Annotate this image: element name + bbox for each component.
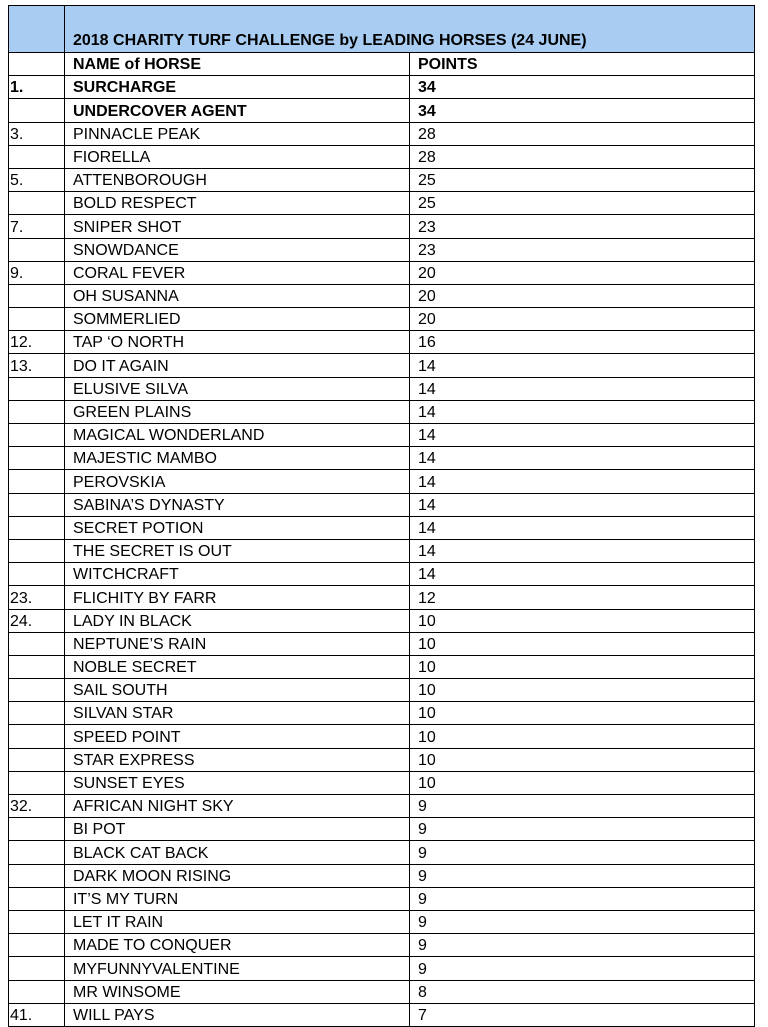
rank-cell [9,934,65,957]
table-row [9,493,755,516]
table-row [9,934,755,957]
rank-cell [9,864,65,887]
points-cell: 7 [409,1003,754,1026]
rank-cell [9,910,65,933]
horse-name-cell: TAP ‘O NORTH [64,331,409,354]
table-row [9,702,755,725]
table-row [9,841,755,864]
horse-name-cell: SNOWDANCE [64,238,409,261]
table-row [9,679,755,702]
horse-name-cell: WITCHCRAFT [64,563,409,586]
table-row [9,400,755,423]
rank-cell: 1. [9,76,65,99]
rank-cell [9,980,65,1003]
rank-cell [9,563,65,586]
table-row [9,957,755,980]
points-cell: 34 [409,99,754,122]
rank-cell [9,841,65,864]
table-row [9,563,755,586]
horse-name-cell: SABINA’S DYNASTY [64,493,409,516]
rank-cell [9,702,65,725]
points-cell: 14 [409,354,754,377]
points-cell: 10 [409,748,754,771]
points-cell: 20 [409,308,754,331]
table-row [9,1003,755,1026]
horse-name-cell: MR WINSOME [64,980,409,1003]
horse-name-cell: LADY IN BLACK [64,609,409,632]
points-cell: 10 [409,655,754,678]
table-row [9,424,755,447]
rank-cell [9,400,65,423]
header-rank-cell [9,53,65,76]
title-rank-cell [9,6,65,53]
table-row [9,354,755,377]
rank-cell [9,516,65,539]
rank-cell [9,818,65,841]
rank-cell [9,957,65,980]
rank-cell [9,679,65,702]
rank-cell [9,725,65,748]
horse-name-cell: SPEED POINT [64,725,409,748]
points-cell: 12 [409,586,754,609]
horse-name-cell: UNDERCOVER AGENT [64,99,409,122]
table-row [9,609,755,632]
horse-name-cell: AFRICAN NIGHT SKY [64,795,409,818]
table-row [9,632,755,655]
horse-name-cell: SECRET POTION [64,516,409,539]
horse-name-cell: ELUSIVE SILVA [64,377,409,400]
points-cell: 23 [409,238,754,261]
points-cell: 10 [409,679,754,702]
horse-name-cell: THE SECRET IS OUT [64,539,409,562]
rank-cell [9,748,65,771]
rank-cell [9,470,65,493]
table-row [9,980,755,1003]
table-row [9,910,755,933]
rank-cell [9,539,65,562]
horse-name-cell: MAJESTIC MAMBO [64,447,409,470]
table-row [9,284,755,307]
table-row [9,818,755,841]
rank-cell: 13. [9,354,65,377]
table-row [9,145,755,168]
rank-cell: 12. [9,331,65,354]
table-row [9,887,755,910]
points-cell: 10 [409,771,754,794]
table-row [9,795,755,818]
rank-cell: 23. [9,586,65,609]
points-cell: 9 [409,841,754,864]
points-cell: 9 [409,864,754,887]
rank-cell [9,192,65,215]
rank-cell [9,145,65,168]
rank-cell [9,284,65,307]
table-row [9,122,755,145]
points-cell: 28 [409,145,754,168]
table-row [9,215,755,238]
rank-cell [9,632,65,655]
points-cell: 10 [409,609,754,632]
rank-cell: 24. [9,609,65,632]
points-cell: 9 [409,957,754,980]
points-cell: 20 [409,284,754,307]
table-row [9,76,755,99]
horse-name-cell: FLICHITY BY FARR [64,586,409,609]
points-cell: 14 [409,377,754,400]
horse-name-cell: SUNSET EYES [64,771,409,794]
table-row [9,238,755,261]
horse-name-cell: PEROVSKIA [64,470,409,493]
rank-cell [9,447,65,470]
rank-cell: 5. [9,168,65,191]
points-cell: 16 [409,331,754,354]
rank-cell [9,655,65,678]
rank-cell [9,493,65,516]
points-cell: 9 [409,795,754,818]
points-cell: 23 [409,215,754,238]
horse-name-cell: FIORELLA [64,145,409,168]
table-row [9,331,755,354]
table-row [9,168,755,191]
table-row [9,516,755,539]
table-row [9,470,755,493]
rank-cell: 32. [9,795,65,818]
points-cell: 14 [409,470,754,493]
rank-cell [9,238,65,261]
horse-name-cell: GREEN PLAINS [64,400,409,423]
title-row [9,6,755,53]
rank-cell [9,99,65,122]
horse-name-cell: DARK MOON RISING [64,864,409,887]
table-row [9,447,755,470]
horse-name-cell: MADE TO CONQUER [64,934,409,957]
horse-name-cell: NEPTUNE’S RAIN [64,632,409,655]
points-cell: 9 [409,910,754,933]
horse-name-cell: BOLD RESPECT [64,192,409,215]
horse-name-cell: MYFUNNYVALENTINE [64,957,409,980]
rank-cell: 41. [9,1003,65,1026]
horse-name-cell: WILL PAYS [64,1003,409,1026]
rank-cell [9,424,65,447]
horse-name-cell: LET IT RAIN [64,910,409,933]
points-cell: 25 [409,192,754,215]
rank-cell: 9. [9,261,65,284]
horse-name-cell: STAR EXPRESS [64,748,409,771]
table-row [9,586,755,609]
horse-name-cell: NOBLE SECRET [64,655,409,678]
points-cell: 9 [409,934,754,957]
rank-cell [9,771,65,794]
horse-name-cell: BI POT [64,818,409,841]
horse-name-cell: DO IT AGAIN [64,354,409,377]
table-row [9,539,755,562]
points-cell: 10 [409,725,754,748]
points-cell: 14 [409,493,754,516]
points-cell: 28 [409,122,754,145]
points-cell: 10 [409,632,754,655]
header-row [9,53,755,76]
horse-name-cell: CORAL FEVER [64,261,409,284]
table-row [9,261,755,284]
rank-cell: 7. [9,215,65,238]
table-row [9,655,755,678]
horse-name-cell: IT’S MY TURN [64,887,409,910]
points-cell: 34 [409,76,754,99]
standings-table [8,5,755,1027]
horse-name-cell: SILVAN STAR [64,702,409,725]
rank-cell [9,887,65,910]
horse-name-cell: SNIPER SHOT [64,215,409,238]
points-cell: 20 [409,261,754,284]
rank-cell [9,377,65,400]
points-cell: 25 [409,168,754,191]
points-cell: 9 [409,818,754,841]
rank-cell [9,308,65,331]
rank-cell: 3. [9,122,65,145]
table-row [9,192,755,215]
table-row [9,377,755,400]
points-cell: 14 [409,539,754,562]
points-cell: 9 [409,887,754,910]
table-row [9,308,755,331]
table-row [9,99,755,122]
horse-name-cell: PINNACLE PEAK [64,122,409,145]
points-cell: 14 [409,516,754,539]
points-cell: 14 [409,424,754,447]
table-title: 2018 CHARITY TURF CHALLENGE by LEADING HORSES (24 JUNE) [64,6,754,53]
points-cell: 14 [409,400,754,423]
horse-name-cell: ATTENBOROUGH [64,168,409,191]
table-row [9,864,755,887]
horse-name-cell: SURCHARGE [64,76,409,99]
column-header-points: POINTS [409,53,754,76]
table-row [9,748,755,771]
horse-name-cell: SOMMERLIED [64,308,409,331]
table-row [9,771,755,794]
points-cell: 8 [409,980,754,1003]
horse-name-cell: OH SUSANNA [64,284,409,307]
horse-name-cell: SAIL SOUTH [64,679,409,702]
points-cell: 14 [409,563,754,586]
horse-name-cell: MAGICAL WONDERLAND [64,424,409,447]
horse-name-cell: BLACK CAT BACK [64,841,409,864]
table-row [9,725,755,748]
points-cell: 10 [409,702,754,725]
column-header-name: NAME of HORSE [64,53,409,76]
points-cell: 14 [409,447,754,470]
